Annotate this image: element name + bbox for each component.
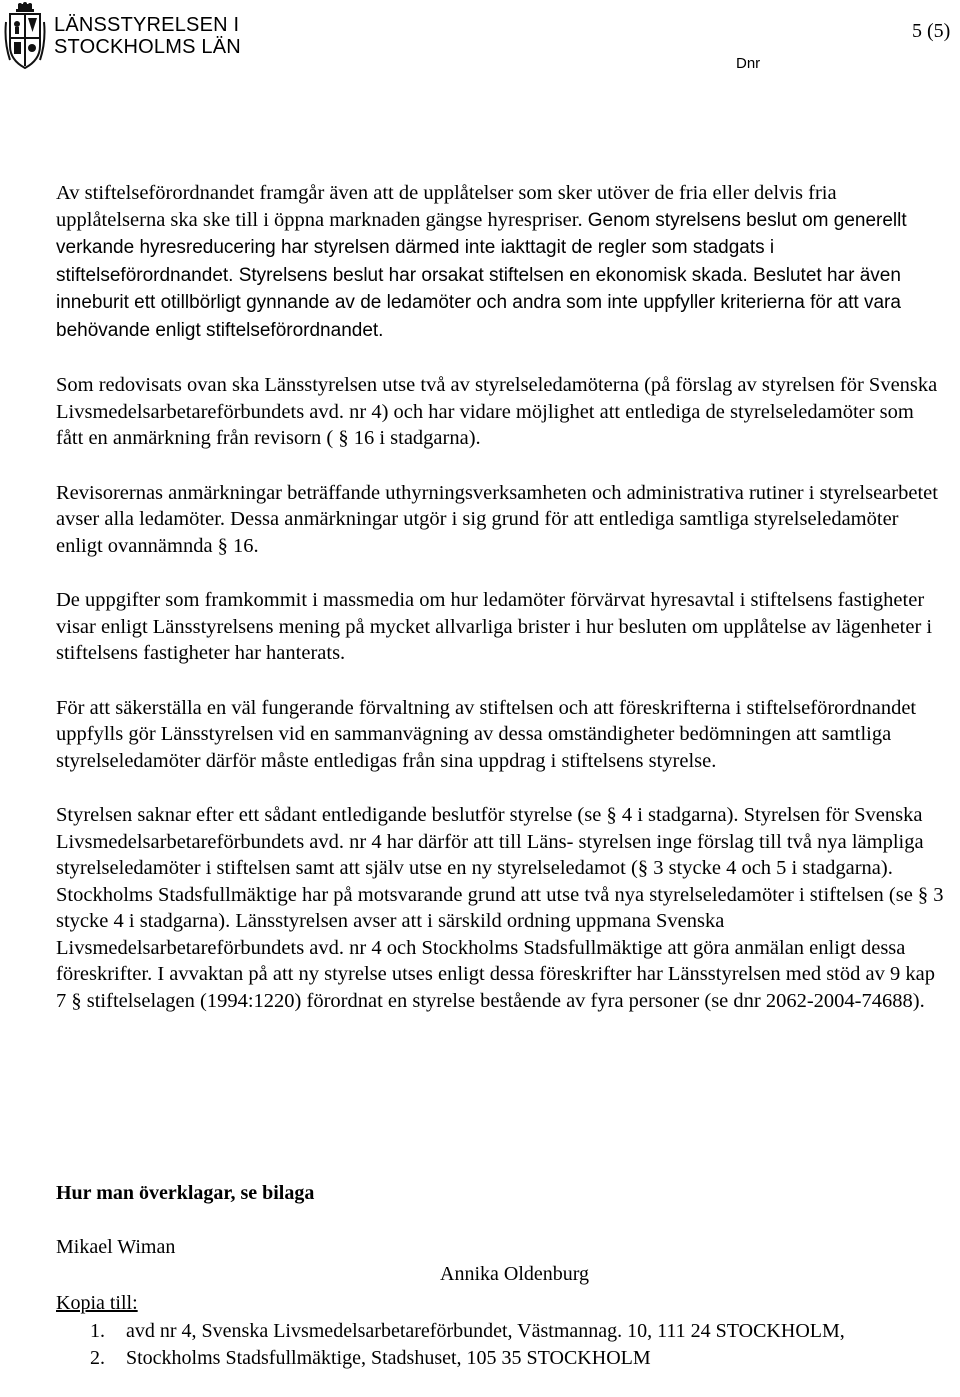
list-item-text: Stockholms Stadsfullmäktige, Stadshuset, 105 35 STOCKHOLM: [126, 1346, 651, 1369]
list-item-number: 1.: [90, 1320, 105, 1342]
copies-label: Kopia till:: [56, 1292, 138, 1314]
paragraph-1: [56, 180, 946, 344]
appeal-heading: Hur man överklagar, se bilaga: [56, 1182, 315, 1204]
paragraph-4: De uppgifter som framkommit i massmedia om hur ledamöter förvärvat hyresavtal i stiftelsens fastigheter visar enligt Länsstyrelsens mening på mycket allvarliga brister i hur besluten om upplåtelse av lägenheter i stiftelsens fastigheter har hanterats.: [56, 589, 933, 664]
agency-name-line2: STOCKHOLMS LÄN: [54, 36, 241, 58]
paragraph-5: För att säkerställa en väl fungerande förvaltning av stiftelsen och att föreskrifterna i stiftelseförordnandet uppfylls gör Länsstyrelsen vid en sammanvägning av dessa omständigheter bedömningen att samtliga styrelseledamöter därför måste entledigas från sina uppdrag i stiftelsens styrelse.: [56, 696, 917, 772]
list-item-number: 2.: [90, 1346, 105, 1369]
dnr-label: Dnr: [736, 55, 761, 72]
page-number: 5 (5): [912, 20, 951, 42]
document-body: [56, 180, 946, 1042]
list-item-text: avd nr 4, Svenska Livsmedelsarbetareförbundet, Västmannag. 10, 111 24 STOCKHOLM,: [126, 1320, 845, 1342]
agency-name: [54, 14, 241, 58]
paragraph-1-serif: Av stiftelseförordnandet framgår även att de upplåtelser som sker utöver de fria eller delvis fria upplåtelserna ska ske till i öppna marknaden gängse hyrespriser.: [56, 182, 837, 231]
paragraph-6: Styrelsen saknar efter ett sådant entledigande beslutför styrelse (se § 4 i stadgarna). Styrelsen för Svenska Livsmedelsarbetareförbundets avd. nr 4 har därför att till Läns- styrelsen inge förslag till två nya lämpliga styrelseledamöter i stiftelsen samt att själv utse en ny styrelseledamot (§ 3 stycke 4 och 5 i stadgarna). Stockholms Stadsfullmäktige har på motsvarande grund att utse två nya styrelseledamöter i stiftelsen (se § 3 stycke 4 i stadgarna). Länsstyrelsen avser att i särskild ordning uppmana Svenska Livsmedelsarbetareförbundets avd. nr 4 och Stockholms Stadsfullmäktige att göra anmälan enligt dessa föreskrifter. I avvaktan på att ny styrelse utses enligt dessa föreskrifter har Länsstyrelsen med stöd av 9 kap 7 § stiftelselagen (1994:1220) förordnat en styrelse bestående av fyra personer (se dnr 2062-2004-74688).: [56, 804, 944, 1012]
paragraph-1-sans: Genom styrelsens beslut om generellt verkande hyresreducering har styrelsen därmed inte iakttagit de regler som stadgats i stiftelseförordnandet. Styrelsens beslut har orsakat stiftelsen en ekonomisk skada. Beslutet har även inneburit ett otillbörligt gynnande av de ledamöter och andra som inte uppfyller kriterierna för att vara behövande enligt stiftelseförordnandet.: [56, 209, 907, 341]
letterhead: [0, 0, 960, 80]
signatory-1: Mikael Wiman: [56, 1236, 176, 1258]
agency-name-line1: LÄNSSTYRELSEN I: [54, 14, 240, 36]
signatory-2: Annika Oldenburg: [440, 1263, 590, 1285]
list-item: [90, 1345, 950, 1372]
paragraph-3: Revisorernas anmärkningar beträffande uthyrningsverksamheten och administrativa rutiner i styrelsearbetet avser alla ledamöter. Dessa anmärkningar utgör i sig grund för att entlediga samtliga styrelseledamöter enligt ovannämnda § 16.: [56, 481, 938, 557]
copies-list: [90, 1318, 950, 1371]
coat-of-arms-icon: [4, 2, 46, 72]
list-item: [90, 1318, 950, 1345]
paragraph-2: Som redovisats ovan ska Länsstyrelsen utse två av styrelseledamöterna (på förslag av styrelsen för Svenska Livsmedelsarbetareförbundets avd. nr 4) och har vidare möjlighet att entlediga de styrelseledamöter som fått en anmärkning från revisorn ( § 16 i stadgarna).: [56, 374, 938, 449]
